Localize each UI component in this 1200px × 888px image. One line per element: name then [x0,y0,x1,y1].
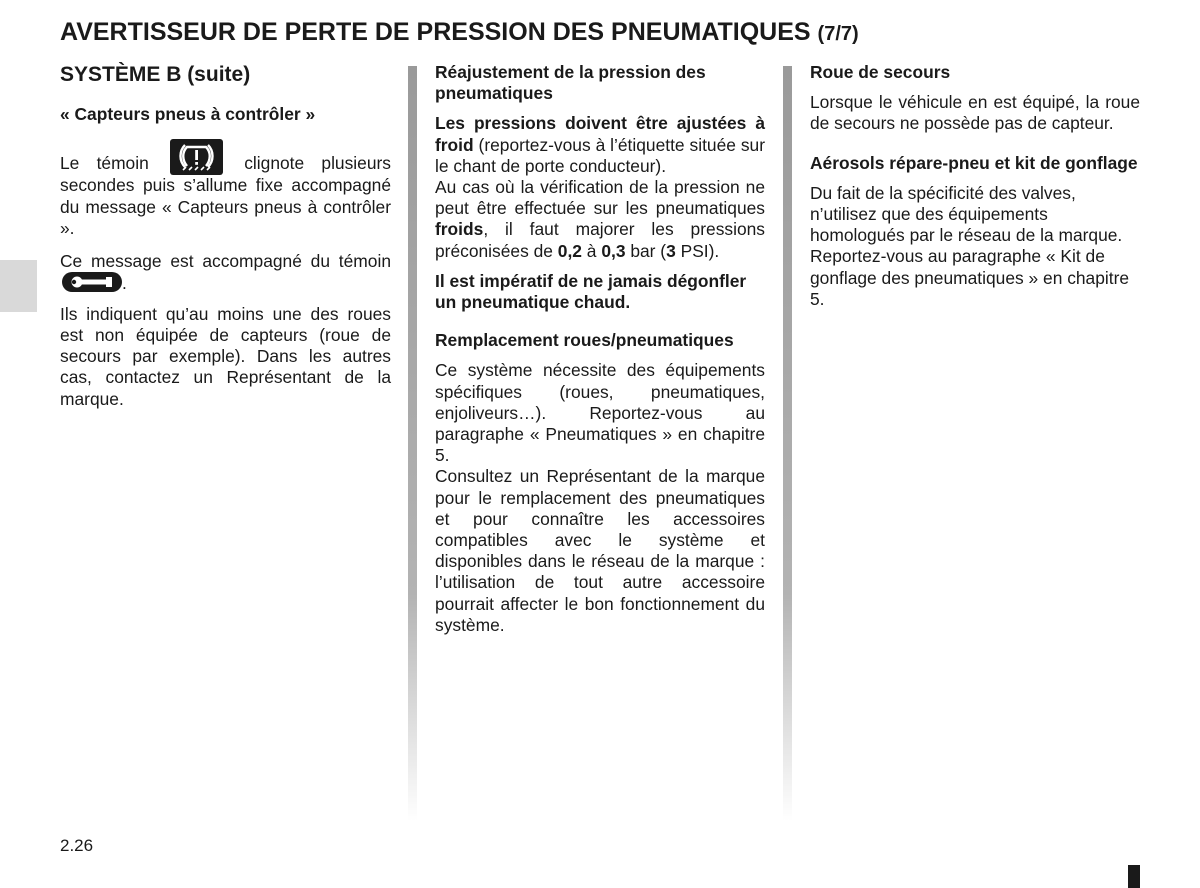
text-verif-b: , il faut majorer les pressions préconisées de [435,219,765,261]
section-title: SYSTÈME B (suite) [60,63,251,86]
text-pressions-rest: (reportez-vous à l’étiquette située sur le chant de porte conducteur). [435,134,765,176]
value-0-3: 0,3 [601,240,626,261]
corner-mark [1128,865,1140,888]
paragraph-temoin [60,139,391,240]
text-clignote: clignote plusieurs secondes puis s’allume fixe accompagné du message « Capteurs pneus à contrôler ». [60,153,391,239]
text-verif-e: PSI). [675,240,720,261]
tire-pressure-warning-icon [170,139,223,175]
paragraph-verification [435,177,765,262]
heading-reajustement: Réajustement de la pression des pneumatiques [435,62,706,104]
wrench-service-icon [62,272,122,292]
text-verif-c: à [581,240,602,261]
value-0-2: 0,2 [557,240,582,261]
column-2 [435,62,765,636]
paragraph-roue-secours: Lorsque le véhicule en est équipé, la roue de secours ne possède pas de capteur. [810,92,1140,134]
paragraph-valves: Du fait de la spécificité des valves, n’utilisez que des équipements homologués par le réseau de la marque. Reportez-vous au paragraphe « Kit de gonflage des pneumatiques » en chapitre 5. [810,182,1130,309]
text-verif-d: bar ( [625,240,667,261]
page-title [60,18,859,47]
heading-remplacement: Remplacement roues/pneumatiques [435,330,734,351]
value-3: 3 [666,240,676,261]
heading-aerosols: Aérosols répare-pneu et kit de gonflage [810,152,1138,173]
subheading-capteurs: « Capteurs pneus à contrôler » [60,104,316,124]
text-froids: froids [435,219,484,240]
paragraph-pressions [435,113,765,177]
page-number: 2.26 [60,836,94,855]
paragraph-consultez: Consultez un Représentant de la marque pour le remplacement des pneumatiques et pour connaître les accessoires compatibles avec le système et disponibles dans le réseau de la marque : l’utilisation de tout autre accessoire pourrait affecter le bon fonctionnement du système. [435,466,765,635]
chapter-tab [0,260,37,312]
paragraph-message [60,250,391,294]
warning-degonfler: Il est impératif de ne jamais dégonfler un pneumatique chaud. [435,270,747,313]
paragraph-ils-indiquent: Ils indiquent qu’au moins une des roues est non équipée de capteurs (roue de secours par exemple). Dans les autres cas, contactez un Représentant de la marque. [60,303,391,409]
text-pressions-bold: Les pressions doivent être ajustées à froid [435,113,765,155]
text-verif-a: Au cas où la vérification de la pression ne peut être effectuée sur les pneumatiques [435,177,765,219]
text-le-temoin: Le témoin [60,153,166,174]
text-ce-message: Ce message est accompagné du témoin [60,250,391,271]
title-part: (7/7) [817,23,859,45]
title-text: AVERTISSEUR DE PERTE DE PRESSION DES PNEUMATIQUES [60,18,811,46]
heading-roue-secours: Roue de secours [810,62,951,82]
column-1 [60,62,391,410]
column-3 [810,62,1140,310]
paragraph-systeme: Ce système nécessite des équipements spécifiques (roues, pneumatiques, enjoliveurs…). Reportez-vous au paragraphe « Pneumatiques » en chapitre 5. [435,360,765,466]
column-separator [783,66,792,821]
column-separator [408,66,417,821]
text-period: . [122,272,127,293]
